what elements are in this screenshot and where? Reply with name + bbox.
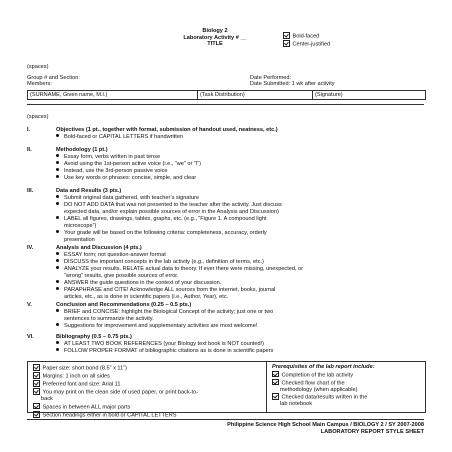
bullet-icon bbox=[56, 348, 59, 351]
format-box bbox=[27, 361, 426, 419]
checkbox-icon bbox=[272, 393, 279, 400]
bullet-icon bbox=[56, 323, 59, 326]
bullet-icon bbox=[56, 195, 59, 198]
footer-school: Philippine Science High School Main Campus / BIOLOGY 2 / SY 2007-2008 bbox=[227, 422, 424, 428]
footer-title: LABORATORY REPORT STYLE SHEET bbox=[320, 428, 424, 435]
prerequisites-title: Prerequisites of the lab report include: bbox=[272, 364, 375, 370]
bullet-icon bbox=[56, 161, 59, 164]
list-item: Paper size: short bond (8.5” x 11”) bbox=[33, 364, 198, 372]
section-number: IV. bbox=[27, 245, 34, 251]
list-item-continued: microscope”) bbox=[64, 223, 97, 229]
bullet-icon bbox=[56, 202, 59, 205]
list-item-continued: sentences to summarize the activity. bbox=[64, 316, 154, 322]
list-item: AT LEAST TWO BOOK REFERENCES (your Biology text book is NOT counted!) bbox=[56, 341, 264, 348]
list-item: BRIEF and CONCISE: highlight the Biological Concept of the activity; just one or two bbox=[56, 309, 273, 316]
table-cell-task: (Task Distribution) bbox=[198, 91, 313, 99]
list-item: Use key words or phrases: concise, simple, and clear bbox=[56, 175, 196, 182]
section-title: Analysis and Discussion (4 pts.) bbox=[56, 245, 142, 251]
checkbox-icon bbox=[33, 372, 40, 379]
bullet-icon bbox=[56, 175, 59, 178]
list-item-continued: “wrong” results, give possible sources of error. bbox=[64, 273, 179, 279]
checkbox-icon bbox=[33, 411, 40, 418]
list-item: LABEL all figures, drawings, tables, graphs, etc. (e.g., “Figure 1. A compound light bbox=[56, 216, 267, 223]
list-item-continued: presentation bbox=[64, 237, 95, 243]
spaces-label-mid: (spaces) bbox=[27, 114, 49, 120]
note-bold: Bold-faced bbox=[292, 33, 320, 40]
date-submitted-label: Date Submitted: 1 wk after activity bbox=[250, 81, 335, 87]
list-item: Instead, use the 3rd-person passive voice bbox=[56, 168, 168, 175]
bullet-icon bbox=[56, 134, 59, 137]
group-section-label: Group # and Section: bbox=[27, 75, 80, 81]
bullet-icon bbox=[56, 266, 59, 269]
divider-line bbox=[27, 104, 424, 105]
list-item: Bold-faced or CAPITAL LETTERS if handwritten bbox=[56, 134, 183, 141]
section-number: II. bbox=[27, 147, 32, 153]
checkbox-icon bbox=[33, 388, 40, 395]
list-item-continued: methodology (when applicable) bbox=[280, 386, 358, 393]
section-title: Methodology (1 pt.) bbox=[56, 147, 108, 153]
bullet-icon bbox=[56, 252, 59, 255]
list-item: DISCUSS the important concepts in the lab activity (e.g., definition of terms, etc.) bbox=[56, 259, 264, 266]
section-title: Objectives (1 pt., together with format, submission of handout used, neatness, etc.) bbox=[56, 127, 278, 133]
list-item-continued: articles, etc., as is done in scientific papers (i.e., Author, Year), etc. bbox=[64, 294, 229, 300]
members-label: Members: bbox=[27, 81, 52, 87]
list-item-continued: lab notebook bbox=[280, 401, 313, 408]
header-line-2: Laboratory Activity # __ bbox=[183, 34, 247, 41]
list-item: FOLLOW PROPER FORMAT of bibliographic citations as is done in scientific papers bbox=[56, 348, 273, 355]
list-item: Preferred font and size: Arial 11 bbox=[33, 380, 198, 388]
date-performed-label: Date Performed: bbox=[250, 75, 292, 81]
header-notes bbox=[283, 32, 330, 48]
checkbox-icon bbox=[33, 364, 40, 371]
bullet-icon bbox=[56, 216, 59, 219]
section-title: Conclusion and Recommendations (0.25 – 0.5 pts.) bbox=[56, 302, 192, 308]
note-center: Center-justified bbox=[292, 41, 331, 48]
list-item: Essay form, verbs written in past tense bbox=[56, 154, 160, 161]
format-list bbox=[33, 364, 198, 419]
list-item: Completion of the lab activity bbox=[272, 371, 375, 379]
format-box-divider bbox=[266, 362, 267, 412]
list-item: Margins: 1 inch on all sides bbox=[33, 372, 198, 380]
list-item-continued: back bbox=[41, 396, 53, 403]
bullet-icon bbox=[56, 280, 59, 283]
checkbox-icon bbox=[283, 40, 290, 47]
list-item: PARAPHRASE and CITE! Acknowledge ALL sources from the internet, books, journal bbox=[56, 287, 275, 294]
list-item: ESSAY form; not question-answer format bbox=[56, 252, 166, 259]
header-line-1: Biology 2 bbox=[202, 28, 228, 34]
bullet-icon bbox=[56, 309, 59, 312]
section-number: V. bbox=[27, 302, 32, 308]
header-line-3: TITLE bbox=[207, 41, 223, 48]
list-item: DO NOT ADD DATA that was not presented to the teacher after the activity. Just discuss bbox=[56, 202, 282, 209]
list-item: Spaces in between ALL major parts bbox=[33, 403, 198, 411]
bullet-icon bbox=[56, 287, 59, 290]
list-item: Checked data/results written in the bbox=[272, 393, 375, 401]
report-header bbox=[160, 28, 270, 48]
table-cell-name: (SURNAME, Given name, M.I.) bbox=[28, 91, 198, 99]
list-item: ANALYZE your results. RELATE actual data to theory. If ever there were missing, unexpected, or bbox=[56, 266, 303, 273]
table-cell-signature: (Signature) bbox=[315, 92, 343, 98]
members-table bbox=[27, 90, 426, 100]
bullet-icon bbox=[56, 168, 59, 171]
footer-line bbox=[27, 419, 424, 420]
checkbox-icon bbox=[33, 403, 40, 410]
checkbox-icon bbox=[283, 32, 290, 39]
checkbox-icon bbox=[272, 371, 279, 378]
list-item: Submit original data gathered, with teacher’s signature bbox=[56, 195, 199, 202]
section-title: Data and Results (3 pts.) bbox=[56, 188, 122, 194]
list-item: You may print on the clean side of used paper, or print back-to- bbox=[33, 388, 198, 396]
section-number: I. bbox=[27, 127, 31, 133]
list-item: Checked flow chart of the bbox=[272, 379, 375, 387]
list-item: Avoid using the 1st-person active voice (i.e., “we” or “I”) bbox=[56, 161, 201, 168]
prerequisites-list bbox=[272, 364, 375, 408]
list-item-continued: expected data, and/or explain possible sources of error in the Analysis and Discussion) bbox=[64, 209, 279, 215]
footer bbox=[227, 422, 424, 435]
checkbox-icon bbox=[33, 380, 40, 387]
section-title: Bibliography (0.5 – 0.75 pts.) bbox=[56, 334, 132, 340]
section-number: VI. bbox=[27, 334, 34, 340]
section-number: III. bbox=[27, 188, 34, 194]
bullet-icon bbox=[56, 230, 59, 233]
list-item: Section headings either in bold or CAPITAL LETTERS bbox=[33, 411, 198, 419]
bullet-icon bbox=[56, 154, 59, 157]
list-item: Your grade will be based on the following criteria: completeness, accuracy, orderly bbox=[56, 230, 267, 237]
bullet-icon bbox=[56, 259, 59, 262]
list-item: Suggestions for improvement and supplementary activities are most welcome! bbox=[56, 323, 257, 330]
checkbox-icon bbox=[272, 379, 279, 386]
bullet-icon bbox=[56, 341, 59, 344]
list-item: ANSWER the guide questions in the context of your discussion. bbox=[56, 280, 221, 287]
spaces-label-top: (spaces) bbox=[27, 64, 49, 70]
